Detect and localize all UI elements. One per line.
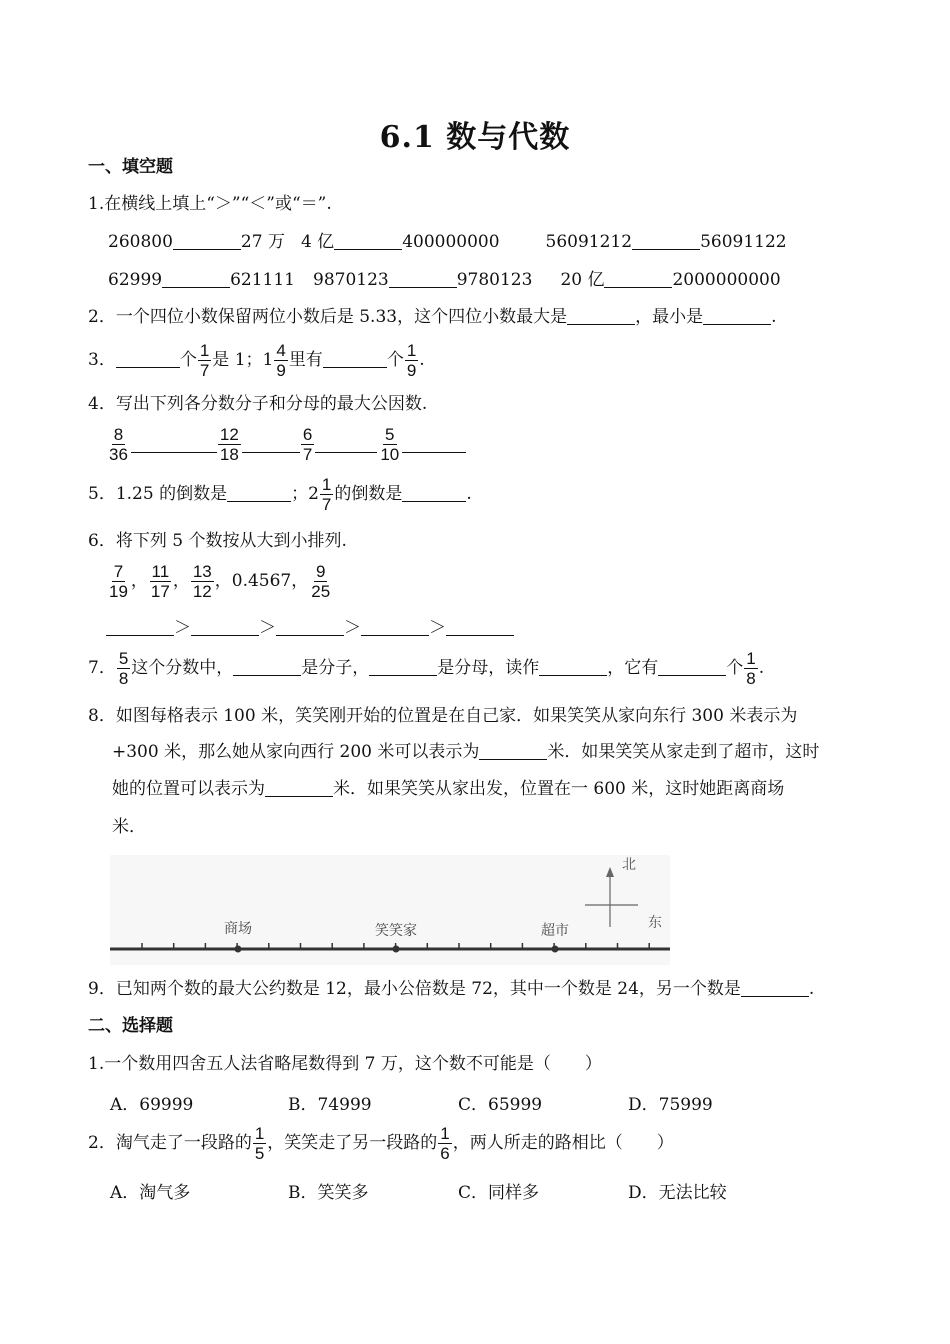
denominator: 5 [254,1144,265,1163]
numerator: 1 [746,649,756,668]
c1-option-b[interactable]: B．74999 [288,1095,372,1115]
answer-blank[interactable] [162,271,230,288]
q1-r2-b-left: 9870123 [313,270,389,290]
numerator: 8 [113,425,124,444]
mall-dot [235,946,242,953]
q6-numbers [106,560,333,602]
number-line-diagram [110,855,670,965]
c2-option-d[interactable]: D．无法比较 [628,1183,727,1203]
c2-text: 2．淘气走了一段路的 [88,1133,252,1153]
denominator: 9 [276,361,286,380]
separator: ， [172,571,190,591]
answer-blank[interactable] [446,619,514,636]
answer-blank[interactable] [173,233,241,250]
q1-r2-c-left: 20 亿 [560,270,605,290]
answer-blank[interactable] [131,436,217,453]
answer-blank[interactable] [191,619,259,636]
q8-text: +300 米，那么她从家向西行 200 米可以表示为 [112,742,480,762]
c2-option-c[interactable]: C．同样多 [458,1183,540,1203]
separator: ， [130,571,148,591]
fraction [107,425,130,464]
numerator: 4 [276,341,286,360]
fraction [301,425,314,464]
east-label: 东 [648,915,662,931]
fraction [218,425,241,464]
c2-text: ，两人所走的路相比（ ） [452,1133,674,1153]
answer-blank[interactable] [227,485,291,502]
q8-line3 [112,778,784,800]
q7-end: . [758,658,765,678]
q1-r1-b-left: 4 亿 [300,232,335,252]
numerator: 1 [199,341,210,360]
greater-than: ＞ [174,618,191,638]
q5 [88,474,472,514]
q3-text: 个 [179,350,197,370]
answer-blank[interactable] [539,659,607,676]
q6-stem: 6．将下列 5 个数按从大到小排列. [88,531,347,551]
fraction-one-sixth [438,1124,451,1163]
q7-text: 这个分数中， [131,658,234,678]
fraction [149,562,172,601]
q7-text: 个 [726,658,744,678]
fraction [107,562,130,601]
answer-blank[interactable] [604,271,672,288]
denominator: 12 [192,582,212,601]
q8-line4: 米． [112,817,146,837]
c2-option-b[interactable]: B．笑笑多 [288,1183,369,1203]
numerator: 5 [385,425,395,444]
q1-r1-c-left: 56091212 [545,232,633,252]
fraction-one-fifth [253,1124,266,1163]
q1-r1-a-left: 260800 [108,232,173,252]
answer-blank[interactable] [242,436,300,453]
q1-row2 [108,269,781,291]
answer-blank[interactable] [265,780,333,797]
c1-option-d[interactable]: D．75999 [628,1095,713,1115]
fraction [309,562,332,601]
answer-blank[interactable] [658,659,726,676]
denominator: 9 [406,361,417,380]
answer-blank[interactable] [323,351,387,368]
answer-blank[interactable] [233,659,301,676]
answer-blank[interactable] [479,743,547,760]
q9 [88,978,814,1000]
numerator: 1 [440,1124,450,1143]
numerator: 9 [315,562,326,581]
answer-blank[interactable] [703,308,771,325]
greater-than: ＞ [344,618,361,638]
market-dot [552,946,559,953]
denominator: 7 [321,495,332,514]
north-label: 北 [622,857,636,873]
fraction-one-seventh [320,475,333,514]
numerator: 12 [219,425,239,444]
numerator: 5 [118,649,129,668]
fraction-one-eighth [744,649,757,688]
q9-end: . [808,979,815,999]
q3-text: 是 1；1 [212,350,274,370]
answer-blank[interactable] [389,271,457,288]
q7-text: ，它有 [607,658,659,678]
fraction-one-ninth [405,341,418,380]
q1-r2-b-right: 9780123 [456,270,533,290]
fraction-one-seventh [198,341,211,380]
fraction [191,562,214,601]
q1-row1 [108,231,787,253]
q5-text: ；2 [291,484,319,504]
answer-blank[interactable] [402,485,466,502]
q3-text: 里有 [288,350,323,370]
separator: ， [291,571,309,591]
market-label: 超市 [541,923,569,939]
decimal-number: 0.4567 [231,571,292,591]
answer-blank[interactable] [632,233,700,250]
q4-fractions [106,424,466,464]
section-multiple-choice: 二、选择题 [88,1016,173,1036]
q7 [88,647,764,689]
answer-blank[interactable] [315,436,377,453]
q3-end: . [419,350,425,370]
q8-text: 米．如果笑笑从家走到了超市，这时 [547,742,820,762]
denominator: 10 [380,445,400,464]
q8-line1: 8．如图每格表示 100 米，笑笑刚开始的位置是在自己家．如果笑笑从家向东行 300 米表示为 [88,706,798,726]
denominator: 19 [109,582,128,601]
q2-end: . [771,307,777,327]
q4-stem: 4．写出下列各分数分子和分母的最大公因数. [88,394,428,414]
answer-blank[interactable] [402,436,466,453]
q2 [88,306,776,328]
denominator: 7 [199,361,210,380]
numerator: 1 [406,341,417,360]
fraction [378,425,401,464]
home-dot [393,946,400,953]
c1-stem: 1.一个数用四舍五人法省略尾数得到 7 万，这个数不可能是（ ） [88,1054,602,1074]
denominator: 6 [440,1144,450,1163]
numerator: 1 [321,475,332,494]
answer-blank[interactable] [567,308,635,325]
numerator: 13 [192,562,212,581]
answer-blank[interactable] [361,619,429,636]
answer-blank[interactable] [369,659,437,676]
q8-line2 [112,741,819,763]
page-title: 6.1 数与代数 [379,120,571,155]
greater-than: ＞ [429,618,446,638]
denominator: 8 [118,669,129,688]
q5-text: 5．1.25 的倒数是 [88,484,228,504]
q9-text: 9．已知两个数的最大公约数是 12，最小公倍数是 72，其中一个数是 24，另一个数是 [88,979,741,999]
q8-text: 她的位置可以表示为 [112,779,265,799]
denominator: 18 [219,445,239,464]
q3 [88,340,425,380]
answer-blank[interactable] [741,980,809,997]
q1-stem: 1.在横线上填上“＞”“＜”或“＝”. [88,194,332,214]
q6-ordering [106,617,514,639]
home-label: 笑笑家 [375,923,417,939]
denominator: 25 [311,582,331,601]
numerator: 1 [254,1124,265,1143]
fraction-four-ninths [274,341,287,380]
q1-r1-a-right: 27 万 [240,232,285,252]
numerator: 7 [113,562,124,581]
denominator: 36 [109,445,128,464]
c2-text: ，笑笑走了另一段路的 [267,1133,438,1153]
fraction-five-eighths [117,649,130,688]
q7-text: 是分子， [301,658,370,678]
answer-blank[interactable] [276,619,344,636]
q7-text: 是分母，读作 [437,658,540,678]
denominator: 7 [302,445,313,464]
q3-num: 3． [88,350,116,370]
q5-end: . [466,484,472,504]
q2-text: 2．一个四位小数保留两位小数后是 5.33，这个四位小数最大是 [88,307,568,327]
c1-option-c[interactable]: C．65999 [458,1095,543,1115]
greater-than: ＞ [259,618,276,638]
q1-r1-b-right: 400000000 [402,232,500,252]
q1-r2-c-right: 2000000000 [672,270,781,290]
numerator: 6 [302,425,313,444]
separator: ， [214,571,232,591]
q5-text: 的倒数是 [334,484,403,504]
answer-blank[interactable] [106,619,174,636]
mall-label: 商场 [224,921,252,937]
q1-r2-a-right: 621111 [230,270,295,290]
q3-text: 个 [386,350,404,370]
c2-stem [88,1122,674,1164]
q2-text-2: ，最小是 [635,307,704,327]
denominator: 8 [746,669,756,688]
q8-text: 米．如果笑笑从家出发，位置在一 600 米，这时她距离商场 [333,779,785,799]
denominator: 17 [150,582,170,601]
q1-r2-a-left: 62999 [108,270,163,290]
numerator: 11 [151,562,170,581]
answer-blank[interactable] [334,233,402,250]
answer-blank[interactable] [116,351,180,368]
q1-r1-c-right: 56091122 [700,232,787,252]
c2-option-a[interactable]: A．淘气多 [110,1183,191,1203]
section-fill-blank: 一、填空题 [88,157,173,177]
c1-option-a[interactable]: A．69999 [110,1095,194,1115]
q7-num: 7． [88,658,116,678]
